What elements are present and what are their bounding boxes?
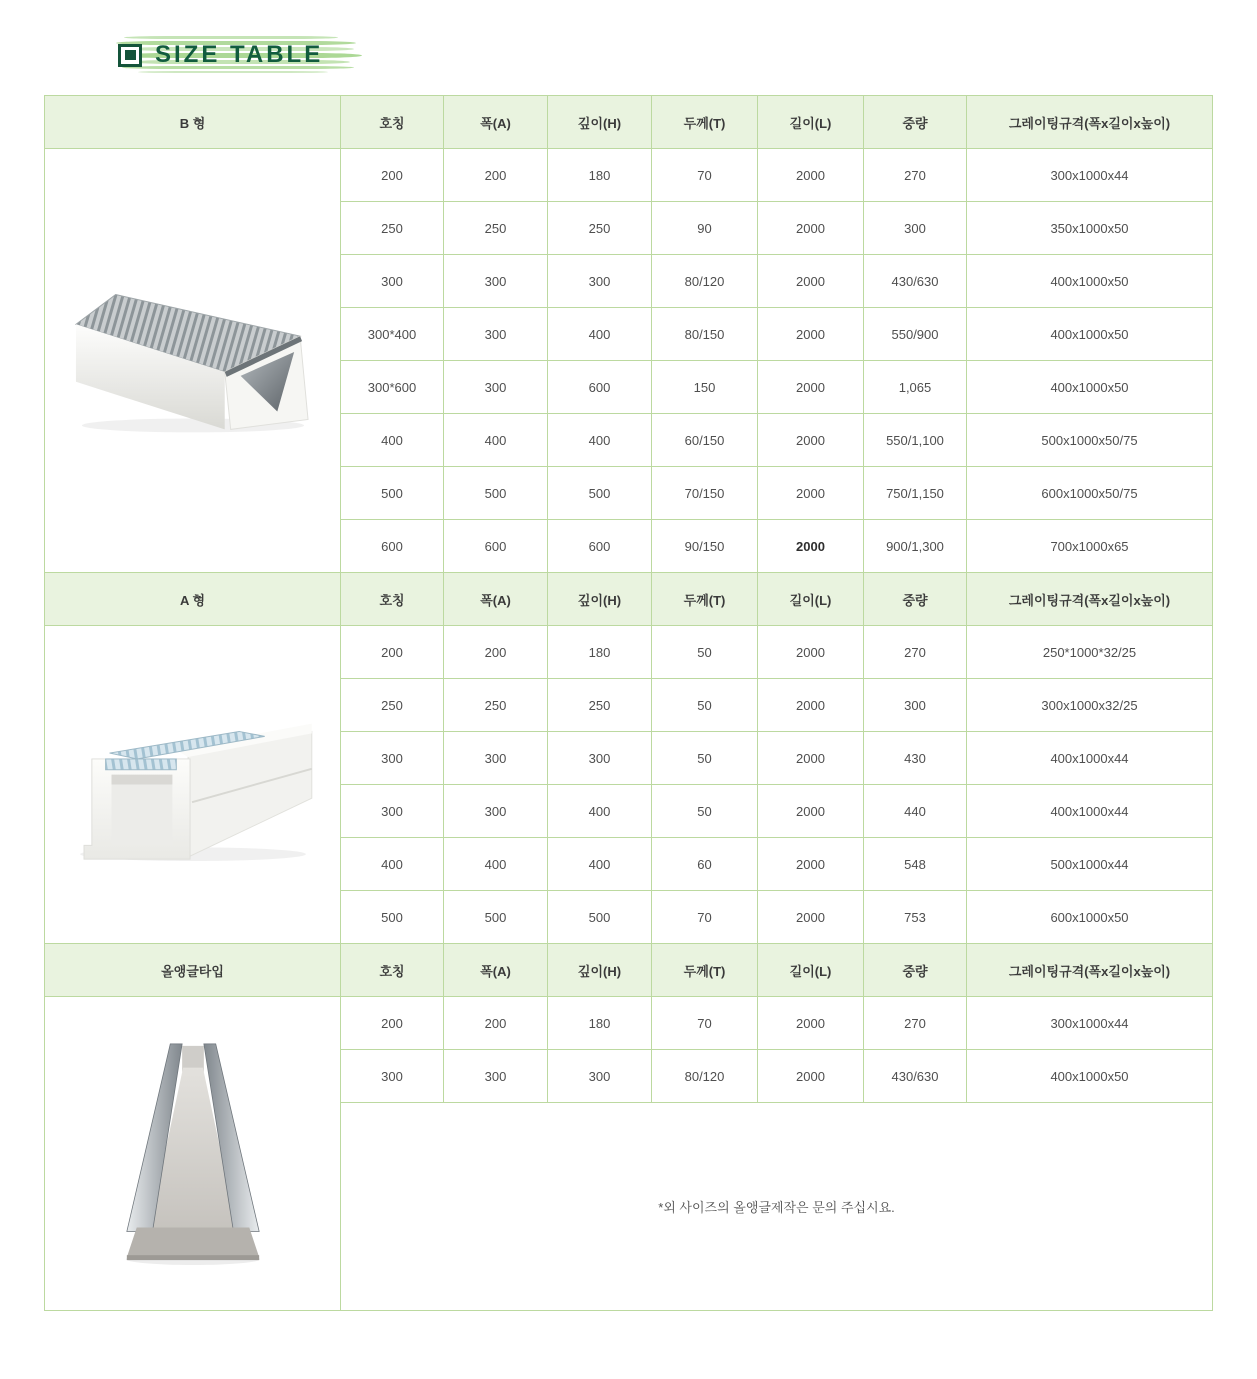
data-cell: 2000 <box>758 308 864 361</box>
data-cell: 2000 <box>758 255 864 308</box>
data-cell: 500 <box>444 467 548 520</box>
data-cell: 80/150 <box>652 308 758 361</box>
data-cell: 200 <box>341 626 444 679</box>
column-header-cell: 두께(T) <box>652 96 758 149</box>
data-cell: 250 <box>341 202 444 255</box>
data-cell: 900/1,300 <box>864 520 967 573</box>
data-cell: 500 <box>341 467 444 520</box>
data-cell: 500 <box>444 891 548 944</box>
data-cell: 2000 <box>758 732 864 785</box>
data-cell: 300 <box>548 1050 652 1103</box>
data-cell: 400x1000x50 <box>967 255 1213 308</box>
data-cell: 548 <box>864 838 967 891</box>
data-cell: 250 <box>548 679 652 732</box>
column-header-cell: 두께(T) <box>652 573 758 626</box>
image-cell <box>45 149 341 573</box>
data-cell: 550/900 <box>864 308 967 361</box>
data-cell: 400x1000x50 <box>967 308 1213 361</box>
image-cell <box>45 626 341 944</box>
size-table <box>44 95 1213 1311</box>
data-cell: 400 <box>444 414 548 467</box>
data-cell: 400 <box>341 414 444 467</box>
data-cell: 2000 <box>758 679 864 732</box>
column-header-cell: 길이(L) <box>758 96 864 149</box>
b-type-product-photo <box>74 284 312 434</box>
column-header-cell: 깊이(H) <box>548 573 652 626</box>
column-header-cell: 호칭 <box>341 96 444 149</box>
data-cell: 400 <box>548 838 652 891</box>
data-cell: 60 <box>652 838 758 891</box>
data-cell: 300 <box>341 732 444 785</box>
data-cell: 550/1,100 <box>864 414 967 467</box>
data-cell: 2000 <box>758 202 864 255</box>
data-cell: 400x1000x50 <box>967 1050 1213 1103</box>
data-cell: 150 <box>652 361 758 414</box>
data-cell: 270 <box>864 997 967 1050</box>
data-cell: 90 <box>652 202 758 255</box>
data-cell: 500x1000x44 <box>967 838 1213 891</box>
data-cell: 753 <box>864 891 967 944</box>
section-type-label: A 형 <box>45 573 341 626</box>
column-header-cell: 그레이팅규격(폭x길이x높이) <box>967 96 1213 149</box>
data-cell: 2000 <box>758 997 864 1050</box>
page-header <box>118 33 323 77</box>
data-cell: 300 <box>864 679 967 732</box>
data-cell: 1,065 <box>864 361 967 414</box>
data-cell: 300 <box>444 361 548 414</box>
data-cell: 500 <box>341 891 444 944</box>
data-cell: 500 <box>548 891 652 944</box>
data-cell: 250*1000*32/25 <box>967 626 1213 679</box>
data-cell: 300 <box>548 255 652 308</box>
data-cell: 400 <box>548 785 652 838</box>
column-header-cell: 그레이팅규격(폭x길이x높이) <box>967 573 1213 626</box>
note-cell: *외 사이즈의 올앵글제작은 문의 주십시요. <box>341 1103 1213 1311</box>
column-header-cell: 중량 <box>864 96 967 149</box>
data-cell: 180 <box>548 997 652 1050</box>
data-cell: 50 <box>652 785 758 838</box>
data-cell: 250 <box>548 202 652 255</box>
data-cell: 2000 <box>758 626 864 679</box>
data-cell: 2000 <box>758 467 864 520</box>
image-cell <box>45 997 341 1311</box>
data-cell: 300 <box>444 732 548 785</box>
data-cell: 300*600 <box>341 361 444 414</box>
column-header-cell: 깊이(H) <box>548 944 652 997</box>
data-cell: 2000 <box>758 838 864 891</box>
data-cell: 90/150 <box>652 520 758 573</box>
column-header-cell: 길이(L) <box>758 944 864 997</box>
data-cell: 350x1000x50 <box>967 202 1213 255</box>
data-cell: 300 <box>548 732 652 785</box>
column-header-cell: 폭(A) <box>444 944 548 997</box>
data-cell: 400 <box>548 308 652 361</box>
data-cell: 2000 <box>758 891 864 944</box>
data-cell: 300x1000x44 <box>967 997 1213 1050</box>
data-cell: 2000 <box>758 785 864 838</box>
data-cell: 180 <box>548 626 652 679</box>
data-cell: 400 <box>548 414 652 467</box>
data-cell: 300 <box>444 255 548 308</box>
data-cell: 200 <box>444 626 548 679</box>
data-cell: 50 <box>652 732 758 785</box>
data-cell: 500x1000x50/75 <box>967 414 1213 467</box>
page-title: SIZE TABLE <box>155 41 324 68</box>
column-header-cell: 길이(L) <box>758 573 864 626</box>
data-cell: 270 <box>864 149 967 202</box>
column-header-cell: 중량 <box>864 573 967 626</box>
data-cell: 300 <box>341 785 444 838</box>
column-header-cell: 그레이팅규격(폭x길이x높이) <box>967 944 1213 997</box>
data-cell: 300 <box>341 255 444 308</box>
data-cell: 300 <box>864 202 967 255</box>
data-cell: 2000 <box>758 520 864 573</box>
column-header-cell: 폭(A) <box>444 573 548 626</box>
data-cell: 600x1000x50 <box>967 891 1213 944</box>
data-cell: 400 <box>444 838 548 891</box>
data-cell: 270 <box>864 626 967 679</box>
data-cell: 300x1000x32/25 <box>967 679 1213 732</box>
data-cell: 2000 <box>758 361 864 414</box>
data-cell: 750/1,150 <box>864 467 967 520</box>
data-cell: 700x1000x65 <box>967 520 1213 573</box>
data-cell: 200 <box>444 997 548 1050</box>
data-cell: 180 <box>548 149 652 202</box>
data-cell: 70/150 <box>652 467 758 520</box>
data-cell: 250 <box>341 679 444 732</box>
data-cell: 400 <box>341 838 444 891</box>
data-cell: 600x1000x50/75 <box>967 467 1213 520</box>
data-cell: 400x1000x44 <box>967 785 1213 838</box>
data-cell: 250 <box>444 679 548 732</box>
data-cell: 430/630 <box>864 1050 967 1103</box>
data-cell: 70 <box>652 997 758 1050</box>
data-cell: 50 <box>652 679 758 732</box>
data-cell: 500 <box>548 467 652 520</box>
column-header-cell: 두께(T) <box>652 944 758 997</box>
data-cell: 300 <box>341 1050 444 1103</box>
data-cell: 2000 <box>758 149 864 202</box>
data-cell: 600 <box>548 520 652 573</box>
section-type-label: B 형 <box>45 96 341 149</box>
data-cell: 2000 <box>758 414 864 467</box>
size-table-bullet-icon <box>118 44 142 67</box>
data-cell: 400x1000x50 <box>967 361 1213 414</box>
column-header-cell: 호칭 <box>341 944 444 997</box>
data-cell: 300x1000x44 <box>967 149 1213 202</box>
column-header-cell: 중량 <box>864 944 967 997</box>
data-cell: 80/120 <box>652 1050 758 1103</box>
section-type-label: 올앵글타입 <box>45 944 341 997</box>
data-cell: 200 <box>444 149 548 202</box>
data-cell: 430/630 <box>864 255 967 308</box>
data-cell: 250 <box>444 202 548 255</box>
data-cell: 70 <box>652 149 758 202</box>
data-cell: 300 <box>444 785 548 838</box>
data-cell: 200 <box>341 149 444 202</box>
data-cell: 600 <box>341 520 444 573</box>
data-cell: 50 <box>652 626 758 679</box>
data-cell: 430 <box>864 732 967 785</box>
data-cell: 300 <box>444 308 548 361</box>
data-cell: 200 <box>341 997 444 1050</box>
column-header-cell: 깊이(H) <box>548 96 652 149</box>
data-cell: 440 <box>864 785 967 838</box>
angle-type-product-photo <box>118 1036 268 1268</box>
column-header-cell: 폭(A) <box>444 96 548 149</box>
data-cell: 300*400 <box>341 308 444 361</box>
data-cell: 70 <box>652 891 758 944</box>
data-cell: 80/120 <box>652 255 758 308</box>
column-header-cell: 호칭 <box>341 573 444 626</box>
data-cell: 400x1000x44 <box>967 732 1213 785</box>
data-cell: 600 <box>444 520 548 573</box>
a-type-product-photo <box>69 702 317 864</box>
data-cell: 60/150 <box>652 414 758 467</box>
data-cell: 2000 <box>758 1050 864 1103</box>
data-cell: 300 <box>444 1050 548 1103</box>
data-cell: 600 <box>548 361 652 414</box>
